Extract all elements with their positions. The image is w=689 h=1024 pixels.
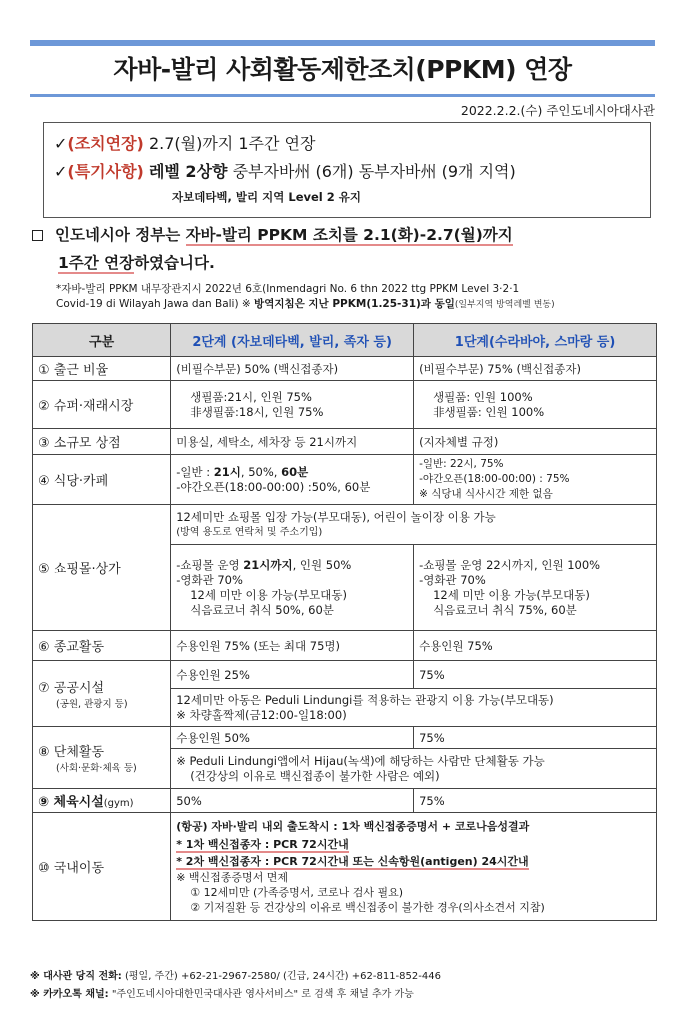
cell-level2: 미용실, 세탁소, 세차장 등 21시까지	[171, 429, 414, 455]
note-line2b: 방역지침은 지난 PPKM(1.25-31)과 동일	[254, 298, 455, 310]
row-category	[33, 727, 171, 789]
cell-level2: 수용인원 25%	[171, 661, 414, 689]
cell-line: ① 12세미만 (가족증명서, 코로나 검사 필요)	[190, 886, 404, 899]
cell-level1: 75%	[414, 789, 657, 813]
cell-level2: 50%	[171, 789, 414, 813]
footer-phone-label: ※ 대사관 당직 전화:	[30, 971, 122, 982]
header-level2: 2단계 (자보데타벡, 발리, 족자 등)	[171, 324, 414, 357]
cell-line: * 1차 백신접종자 : PCR 72시간내	[176, 838, 349, 851]
cell-text: -일반 :	[176, 464, 214, 479]
cell-common	[171, 813, 657, 921]
cell-text-bold: 60분	[281, 464, 309, 479]
footer-kakao-text: "주인도네시아대한민국대사관 영사서비스" 로 검색 후 채널 추가 가능	[108, 989, 414, 1000]
cell-line: 12세미만 아동은 Peduli Lindungi를 적용하는 관광지 이용 가능(부모대동)	[176, 692, 554, 707]
footer-kakao-label: ※ 카카오톡 채널:	[30, 989, 109, 1000]
cell-text: -쇼핑몰 운영	[176, 557, 244, 572]
cell-level1: 75%	[414, 661, 657, 689]
main-bullet-line2	[58, 251, 215, 273]
cell-line: ※ 차량홀짝제(금12:00-일18:00)	[176, 707, 347, 722]
cell-text: , 인원 50%	[292, 557, 352, 572]
cell-line: ② 기저질환 등 건강상의 이유로 백신접종이 불가한 경우(의사소견서 지참)	[190, 901, 545, 914]
cell-line: * 2차 백신접종자 : PCR 72시간내 또는 신속항원(antigen) 24시간내	[176, 855, 529, 868]
cell-common	[171, 749, 657, 789]
cell-line: 식음료코너 취식 50%, 60분	[190, 602, 334, 617]
cell-line: (건강상의 이유로 백신접종이 불가한 사람은 예외)	[190, 768, 440, 783]
header-category: 구분	[33, 324, 171, 357]
cell-level2	[171, 381, 414, 429]
cell-line: 非생필품: 인원 100%	[433, 404, 545, 419]
cell-level1: 수용인원 75%	[414, 631, 657, 661]
page-title: 자바-발리 사회활동제한조치(PPKM) 연장	[113, 55, 572, 84]
row-category: ③ 소규모 상점	[33, 429, 171, 455]
cell-text: , 50%,	[240, 464, 282, 479]
cell-level1: 75%	[414, 727, 657, 749]
table-row	[33, 381, 657, 429]
issue-date: 2022.2.2.(수) 주인도네시아대사관	[460, 103, 655, 118]
cell-line: ※ 식당내 식사시간 제한 없음	[419, 488, 553, 500]
row-category: ⑩ 국내이동	[33, 813, 171, 921]
cell-text-bold: 21시	[213, 464, 241, 479]
row-category: ⑤ 쇼핑몰·상가	[33, 505, 171, 631]
row-category	[33, 661, 171, 727]
table-row	[33, 727, 657, 749]
row-category: ⑥ 종교활동	[33, 631, 171, 661]
summary-label-extension: (조치연장)	[67, 134, 144, 153]
cell-line: -일반: 22시, 75%	[419, 458, 504, 470]
ppkm-table	[32, 323, 657, 921]
main-bullet	[32, 221, 513, 249]
table-row	[33, 631, 657, 661]
footer-kakao	[30, 985, 414, 1000]
table-row	[33, 661, 657, 689]
title-bottom-bar	[30, 94, 655, 97]
row-category: ② 슈퍼·재래시장	[33, 381, 171, 429]
check-icon: ✓	[54, 162, 68, 181]
cell-level2	[171, 545, 414, 631]
cell-line-wrap	[176, 853, 651, 870]
summary-line-extension	[54, 131, 315, 154]
cell-line: 12세 미만 이용 가능(부모대동)	[190, 587, 347, 602]
square-bullet-icon	[32, 230, 43, 241]
bullet2-rest: 하였습니다.	[134, 254, 215, 272]
cell-line: 생필품:21시, 인원 75%	[190, 389, 312, 404]
cell-line: (방역 용도로 연락처 및 주소기입)	[176, 526, 323, 538]
row-category-suffix: (gym)	[103, 798, 134, 809]
table-row	[33, 357, 657, 381]
cell-line: (항공) 자바·발리 내외 출도착시 : 1차 백신접종증명서 + 코로나음성결과	[176, 820, 530, 833]
bullet-underlined: 자바-발리 PPKM 조치를 2.1(화)-2.7(월)까지	[185, 226, 513, 244]
row-category-label: ⑧ 단체활동	[38, 745, 105, 760]
cell-line-wrap	[176, 836, 651, 853]
footer-phone-text: (평일, 주간) +62-21-2967-2580/ (긴급, 24시간) +62-811-852-446	[121, 971, 441, 982]
check-icon: ✓	[54, 134, 68, 153]
table-row	[33, 455, 657, 505]
title-top-bar	[30, 40, 655, 46]
summary-box	[43, 122, 651, 218]
cell-line: -영화관 70%	[419, 572, 486, 587]
cell-line: 생필품: 인원 100%	[433, 389, 533, 404]
cell-level2: (비필수부문) 50% (백신접종자)	[171, 357, 414, 381]
summary-strong-level: 레벨 2상향	[148, 162, 228, 181]
summary-label-special: (특기사항)	[67, 162, 144, 181]
row-category-label: ⑦ 공공시설	[38, 681, 105, 696]
cell-level1	[414, 545, 657, 631]
cell-line: -야간오픈(18:00-00:00) : 75%	[419, 473, 570, 485]
cell-level1	[414, 381, 657, 429]
row-category-label: ⑨ 체육시설	[38, 795, 104, 810]
cell-level1	[414, 455, 657, 505]
cell-line: ※ Peduli Lindungi앱에서 Hijau(녹색)에 해당하는 사람만 단체활동 가능	[176, 753, 545, 768]
cell-line: -쇼핑몰 운영 22시까지, 인원 100%	[419, 557, 601, 572]
cell-common	[171, 689, 657, 727]
cell-level2: 수용인원 50%	[171, 727, 414, 749]
cell-line: ※ 백신접종증명서 면제	[176, 871, 289, 884]
row-category: ④ 식당·카페	[33, 455, 171, 505]
summary-text-extension: 2.7(월)까지 1주간 연장	[148, 134, 316, 153]
table-row	[33, 789, 657, 813]
note-line1: *자바-발리 PPKM 내무장관지시 2022년 6호(Inmendagri No. 6 thn 2022 ttg PPKM Level 3·2·1	[56, 283, 520, 295]
summary-text-regions: 중부자바州 (6개) 동부자바州 (9개 지역)	[232, 162, 516, 181]
cell-line: 식음료코너 취식 75%, 60분	[433, 602, 577, 617]
cell-line: -야간오픈(18:00-00:00) :50%, 60분	[176, 479, 371, 494]
cell-line: -영화관 70%	[176, 572, 243, 587]
cell-level1: (비필수부문) 75% (백신접종자)	[414, 357, 657, 381]
row-category	[33, 789, 171, 813]
summary-line-note: 자보데타벡, 발리 지역 Level 2 유지	[172, 190, 361, 204]
table-header-row	[33, 324, 657, 357]
bullet2-underlined: 1주간 연장	[58, 254, 135, 272]
table-row	[33, 505, 657, 545]
row-category-sub: (사회·문화·체육 등)	[56, 763, 137, 774]
table-row	[33, 813, 657, 921]
cell-level2: 수용인원 75% (또는 최대 75명)	[171, 631, 414, 661]
cell-line: 12세미만 쇼핑몰 입장 가능(부모대동), 어린이 놀이장 이용 가능	[176, 509, 496, 524]
cell-common	[171, 505, 657, 545]
bullet-prefix: 인도네시아 정부는	[55, 226, 186, 244]
cell-level2	[171, 455, 414, 505]
cell-level1: (지자체별 규정)	[414, 429, 657, 455]
summary-line-special	[54, 159, 516, 182]
footer-phone	[30, 967, 441, 982]
note-line2c: (일부지역 방역레벨 변동)	[454, 300, 555, 310]
note-line2a: Covid-19 di Wilayah Jawa dan Bali) ※	[56, 298, 255, 310]
table-row	[33, 429, 657, 455]
cell-text-bold: 21시까지	[243, 557, 293, 572]
row-category-sub: (공원, 관광지 등)	[56, 699, 128, 710]
cell-line: 非생필품:18시, 인원 75%	[190, 404, 324, 419]
header-level1: 1단계(수라바야, 스마랑 등)	[414, 324, 657, 357]
decree-note	[56, 282, 656, 313]
cell-line: 12세 미만 이용 가능(부모대동)	[433, 587, 590, 602]
row-category: ① 출근 비율	[33, 357, 171, 381]
